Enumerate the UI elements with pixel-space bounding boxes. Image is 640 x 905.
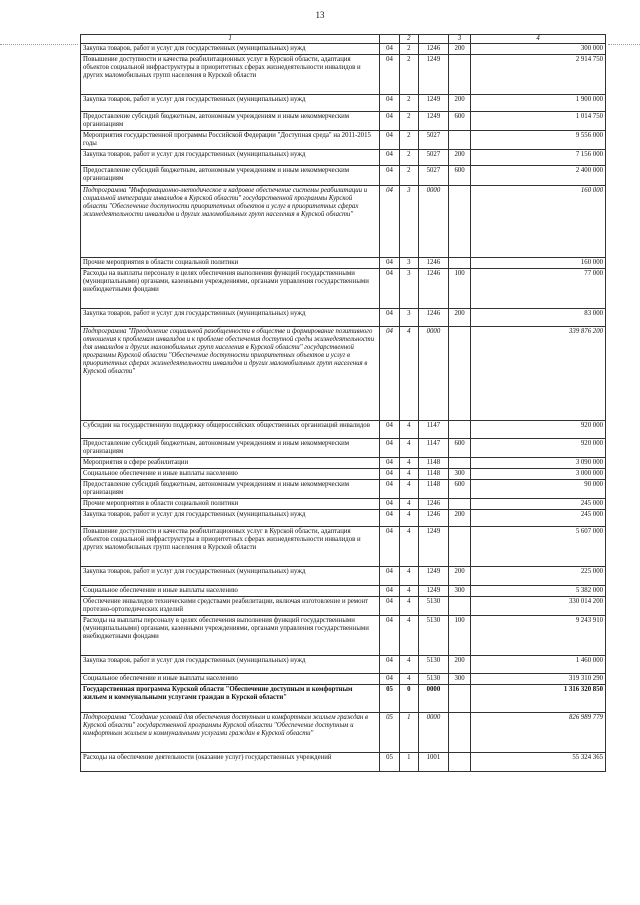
row-program-code: 04: [380, 567, 400, 586]
row-amount: 1 316 320 850: [471, 685, 606, 713]
row-target-code: 5027: [418, 150, 448, 166]
row-expense-type: [449, 55, 471, 95]
row-name: Обеспечение инвалидов техническими средствами реабилитации, включая изготовление и ремонт протезно-ортопедических изделий: [81, 597, 380, 616]
row-program-code: 04: [380, 309, 400, 327]
row-amount: 3 090 000: [471, 458, 606, 469]
row-name: Предоставление субсидий бюджетным, автономным учреждениям и иным некоммерческим организациям: [81, 480, 380, 499]
row-subprogram-code: 4: [399, 327, 418, 421]
row-target-code: 1249: [418, 567, 448, 586]
row-program-code: 05: [380, 685, 400, 713]
row-program-code: 04: [380, 327, 400, 421]
table-row: [81, 674, 606, 685]
row-target-code: 5130: [418, 656, 448, 674]
row-amount: 319 310 290: [471, 674, 606, 685]
row-subprogram-code: 4: [399, 439, 418, 458]
row-subprogram-code: 4: [399, 616, 418, 656]
row-amount: 5 382 000: [471, 586, 606, 597]
row-subprogram-code: 4: [399, 469, 418, 480]
row-expense-type: [449, 327, 471, 421]
table-row: [81, 421, 606, 439]
row-subprogram-code: 3: [399, 186, 418, 258]
row-program-code: 04: [380, 597, 400, 616]
row-target-code: 1148: [418, 458, 448, 469]
row-target-code: 1246: [418, 269, 448, 309]
row-name: Государственная программа Курской области "Обеспечение доступным и комфортным жильем и коммунальными услугами граждан в Курской области": [81, 685, 380, 713]
margin-dots-right: [608, 44, 640, 46]
row-expense-type: [449, 421, 471, 439]
row-expense-type: 200: [449, 150, 471, 166]
row-amount: 2 400 000: [471, 166, 606, 186]
row-subprogram-code: 3: [399, 269, 418, 309]
row-name: Субсидии на государственную поддержку общероссийских общественных организаций инвалидов: [81, 421, 380, 439]
row-name: Мероприятия в сфере реабилитации: [81, 458, 380, 469]
table-row: [81, 112, 606, 131]
row-subprogram-code: 2: [399, 55, 418, 95]
row-expense-type: 200: [449, 656, 471, 674]
row-expense-type: [449, 713, 471, 753]
row-program-code: 04: [380, 112, 400, 131]
header-col-2: [380, 35, 400, 44]
row-name: Расходы на обеспечение деятельности (оказание услуг) государственных учреждений: [81, 753, 380, 772]
row-target-code: 1148: [418, 469, 448, 480]
row-program-code: 04: [380, 131, 400, 150]
table-row: [81, 309, 606, 327]
row-subprogram-code: 4: [399, 458, 418, 469]
table-row: [81, 458, 606, 469]
row-program-code: 04: [380, 421, 400, 439]
row-subprogram-code: 3: [399, 309, 418, 327]
row-program-code: 04: [380, 616, 400, 656]
row-expense-type: [449, 458, 471, 469]
row-program-code: 04: [380, 55, 400, 95]
row-target-code: 0000: [418, 713, 448, 753]
row-amount: 330 014 200: [471, 597, 606, 616]
row-name: Прочие мероприятия в области социальной политики: [81, 499, 380, 510]
row-target-code: 5027: [418, 131, 448, 150]
row-amount: 77 000: [471, 269, 606, 309]
row-expense-type: [449, 131, 471, 150]
row-expense-type: [449, 527, 471, 567]
row-target-code: 1147: [418, 439, 448, 458]
row-target-code: 1246: [418, 499, 448, 510]
table-row: [81, 166, 606, 186]
row-program-code: 04: [380, 150, 400, 166]
table-row: [81, 713, 606, 753]
row-target-code: 0000: [418, 685, 448, 713]
row-name: Закупка товаров, работ и услуг для государственных (муниципальных) нужд: [81, 567, 380, 586]
row-amount: 920 000: [471, 421, 606, 439]
table-row: [81, 480, 606, 499]
row-program-code: 04: [380, 527, 400, 567]
row-subprogram-code: 4: [399, 480, 418, 499]
row-target-code: 1246: [418, 44, 448, 55]
row-expense-type: [449, 597, 471, 616]
row-name: Социальное обеспечение и иные выплаты населению: [81, 674, 380, 685]
row-expense-type: 300: [449, 586, 471, 597]
table-row: [81, 499, 606, 510]
row-target-code: 1246: [418, 258, 448, 269]
table-row: [81, 685, 606, 713]
row-program-code: 04: [380, 439, 400, 458]
row-target-code: 1249: [418, 55, 448, 95]
row-target-code: 0000: [418, 186, 448, 258]
row-program-code: 04: [380, 44, 400, 55]
budget-table: [80, 34, 606, 772]
row-program-code: 04: [380, 674, 400, 685]
table-row: [81, 510, 606, 527]
row-amount: 1 014 750: [471, 112, 606, 131]
row-amount: 3 000 000: [471, 469, 606, 480]
row-expense-type: 300: [449, 674, 471, 685]
row-expense-type: [449, 499, 471, 510]
table-row: [81, 567, 606, 586]
row-amount: 339 876 200: [471, 327, 606, 421]
row-program-code: 04: [380, 458, 400, 469]
header-col-1: 1: [81, 35, 380, 44]
table-row: [81, 656, 606, 674]
table-row: [81, 95, 606, 112]
row-expense-type: 600: [449, 166, 471, 186]
row-expense-type: 100: [449, 269, 471, 309]
row-subprogram-code: 1: [399, 713, 418, 753]
row-program-code: 04: [380, 186, 400, 258]
table-row: [81, 131, 606, 150]
row-subprogram-code: 2: [399, 150, 418, 166]
row-target-code: 5027: [418, 166, 448, 186]
row-amount: 9 243 910: [471, 616, 606, 656]
row-subprogram-code: 4: [399, 567, 418, 586]
table-row: [81, 150, 606, 166]
row-amount: 83 000: [471, 309, 606, 327]
row-expense-type: 100: [449, 616, 471, 656]
table-row: [81, 753, 606, 772]
row-amount: 920 000: [471, 439, 606, 458]
row-program-code: 04: [380, 586, 400, 597]
row-name: Закупка товаров, работ и услуг для государственных (муниципальных) нужд: [81, 309, 380, 327]
table-row: [81, 269, 606, 309]
row-amount: 245 000: [471, 499, 606, 510]
row-name: Повышение доступности и качества реабилитационных услуг в Курской области, адаптация объектов социальной инфраструктуры в приоритетных сферах жизнедеятельности инвалидов и других маломобильных групп населения в Курской области: [81, 55, 380, 95]
row-expense-type: 300: [449, 469, 471, 480]
row-amount: 160 000: [471, 186, 606, 258]
row-name: Закупка товаров, работ и услуг для государственных (муниципальных) нужд: [81, 95, 380, 112]
row-expense-type: 200: [449, 44, 471, 55]
row-program-code: 04: [380, 480, 400, 499]
row-subprogram-code: 4: [399, 586, 418, 597]
row-name: Закупка товаров, работ и услуг для государственных (муниципальных) нужд: [81, 150, 380, 166]
row-name: Предоставление субсидий бюджетным, автономным учреждениям и иным некоммерческим организациям: [81, 439, 380, 458]
row-target-code: 1147: [418, 421, 448, 439]
row-amount: 1 460 000: [471, 656, 606, 674]
row-expense-type: 200: [449, 510, 471, 527]
row-target-code: 5130: [418, 616, 448, 656]
row-subprogram-code: 4: [399, 527, 418, 567]
row-program-code: 04: [380, 656, 400, 674]
row-subprogram-code: 4: [399, 499, 418, 510]
row-expense-type: 200: [449, 567, 471, 586]
row-name: Подпрограмма "Преодоление социальной разобщенности в обществе и формирование позитивного отношения к проблемам инвалидов и к проблеме обеспечения доступной среды жизнедеятельности для инвалидов и других маломобильных групп населения в Курской области" государственной программы Курской области "Обеспечение доступности приоритетных объектов и услуг в приоритетных сферах жизнедеятельности инвалидов и других маломобильных групп населения в Курской области": [81, 327, 380, 421]
table-row: [81, 258, 606, 269]
table-row: [81, 186, 606, 258]
row-amount: 245 000: [471, 510, 606, 527]
row-target-code: 5130: [418, 597, 448, 616]
row-target-code: 1249: [418, 95, 448, 112]
row-subprogram-code: 2: [399, 112, 418, 131]
row-name: Закупка товаров, работ и услуг для государственных (муниципальных) нужд: [81, 656, 380, 674]
row-subprogram-code: 4: [399, 421, 418, 439]
row-name: Подпрограмма "Информационно-методическое и кадровое обеспечение системы реабилитации и социальной интеграции инвалидов в Курской области" государственной программы Курской области "Обеспечение доступности приоритетных объектов и услуг в приоритетных сферах жизнедеятельности инвалидов и других маломобильных групп населения в Курской области": [81, 186, 380, 258]
row-expense-type: 600: [449, 112, 471, 131]
row-target-code: 0000: [418, 327, 448, 421]
row-name: Подпрограмма "Создание условий для обеспечения доступным и комфортным жильем граждан в Курской области" государственной программы Курской области "Обеспечение доступным и комфортным жильем и коммунальными услугами граждан в Курской области": [81, 713, 380, 753]
row-target-code: 1249: [418, 586, 448, 597]
table-row: [81, 55, 606, 95]
row-program-code: 04: [380, 258, 400, 269]
table-row: [81, 597, 606, 616]
row-target-code: 1246: [418, 309, 448, 327]
row-expense-type: 200: [449, 309, 471, 327]
row-target-code: 5130: [418, 674, 448, 685]
table-row: [81, 44, 606, 55]
row-amount: 90 000: [471, 480, 606, 499]
row-subprogram-code: 4: [399, 674, 418, 685]
row-target-code: 1249: [418, 112, 448, 131]
row-program-code: 04: [380, 510, 400, 527]
row-program-code: 04: [380, 95, 400, 112]
row-expense-type: [449, 186, 471, 258]
row-amount: 55 324 365: [471, 753, 606, 772]
row-amount: 5 607 000: [471, 527, 606, 567]
header-col-4: 4: [471, 35, 606, 44]
table-row: [81, 616, 606, 656]
row-amount: 9 556 000: [471, 131, 606, 150]
row-subprogram-code: 4: [399, 656, 418, 674]
table-row: [81, 439, 606, 458]
row-expense-type: [449, 753, 471, 772]
row-name: Повышение доступности и качества реабилитационных услуг в Курской области, адаптация объектов социальной инфраструктуры в приоритетных сферах жизнедеятельности инвалидов и других маломобильных групп населения в Курской области: [81, 527, 380, 567]
row-amount: 7 156 000: [471, 150, 606, 166]
row-name: Предоставление субсидий бюджетным, автономным учреждениям и иным некоммерческим организациям: [81, 112, 380, 131]
table-row: [81, 527, 606, 567]
table-row: [81, 469, 606, 480]
row-subprogram-code: 1: [399, 753, 418, 772]
row-subprogram-code: 2: [399, 44, 418, 55]
row-program-code: 05: [380, 753, 400, 772]
row-subprogram-code: 3: [399, 258, 418, 269]
row-subprogram-code: 0: [399, 685, 418, 713]
row-expense-type: [449, 258, 471, 269]
row-amount: 160 000: [471, 258, 606, 269]
row-amount: 300 000: [471, 44, 606, 55]
row-subprogram-code: 4: [399, 597, 418, 616]
row-name: Социальное обеспечение и иные выплаты населению: [81, 586, 380, 597]
row-target-code: 1001: [418, 753, 448, 772]
row-program-code: 04: [380, 499, 400, 510]
row-subprogram-code: 4: [399, 510, 418, 527]
row-program-code: 05: [380, 713, 400, 753]
row-subprogram-code: 2: [399, 95, 418, 112]
page-number: 13: [315, 10, 325, 20]
row-program-code: 04: [380, 166, 400, 186]
row-program-code: 04: [380, 469, 400, 480]
row-expense-type: [449, 685, 471, 713]
header-row: [81, 35, 606, 44]
row-target-code: 1246: [418, 510, 448, 527]
row-name: Предоставление субсидий бюджетным, автономным учреждениям и иным некоммерческим организациям: [81, 166, 380, 186]
table-row: [81, 327, 606, 421]
row-amount: 1 900 000: [471, 95, 606, 112]
row-subprogram-code: 2: [399, 166, 418, 186]
row-expense-type: 600: [449, 439, 471, 458]
header-col-3: 3: [449, 35, 471, 44]
row-name: Закупка товаров, работ и услуг для государственных (муниципальных) нужд: [81, 44, 380, 55]
header-col-2b: 2: [399, 35, 418, 44]
row-subprogram-code: 2: [399, 131, 418, 150]
row-target-code: 1148: [418, 480, 448, 499]
row-name: Социальное обеспечение и иные выплаты населению: [81, 469, 380, 480]
row-program-code: 04: [380, 269, 400, 309]
margin-dots-left: [0, 44, 78, 46]
header-col-2c: [418, 35, 448, 44]
row-name: Расходы на выплаты персоналу в целях обеспечения выполнения функций государственными (муниципальными) органами, казенными учреждениями, органами управления государственными внебюджетными фондами: [81, 269, 380, 309]
row-expense-type: 200: [449, 95, 471, 112]
row-name: Закупка товаров, работ и услуг для государственных (муниципальных) нужд: [81, 510, 380, 527]
row-expense-type: 600: [449, 480, 471, 499]
row-name: Мероприятия государственной программы Российской Федерации "Доступная среда" на 2011-2015 годы: [81, 131, 380, 150]
row-name: Расходы на выплаты персоналу в целях обеспечения выполнения функций государственными (муниципальными) органами, казенными учреждениями, органами управления государственными внебюджетными фондами: [81, 616, 380, 656]
table-row: [81, 586, 606, 597]
row-target-code: 1249: [418, 527, 448, 567]
row-amount: 2 914 750: [471, 55, 606, 95]
row-amount: 225 000: [471, 567, 606, 586]
row-name: Прочие мероприятия в области социальной политики: [81, 258, 380, 269]
row-amount: 826 989 779: [471, 713, 606, 753]
